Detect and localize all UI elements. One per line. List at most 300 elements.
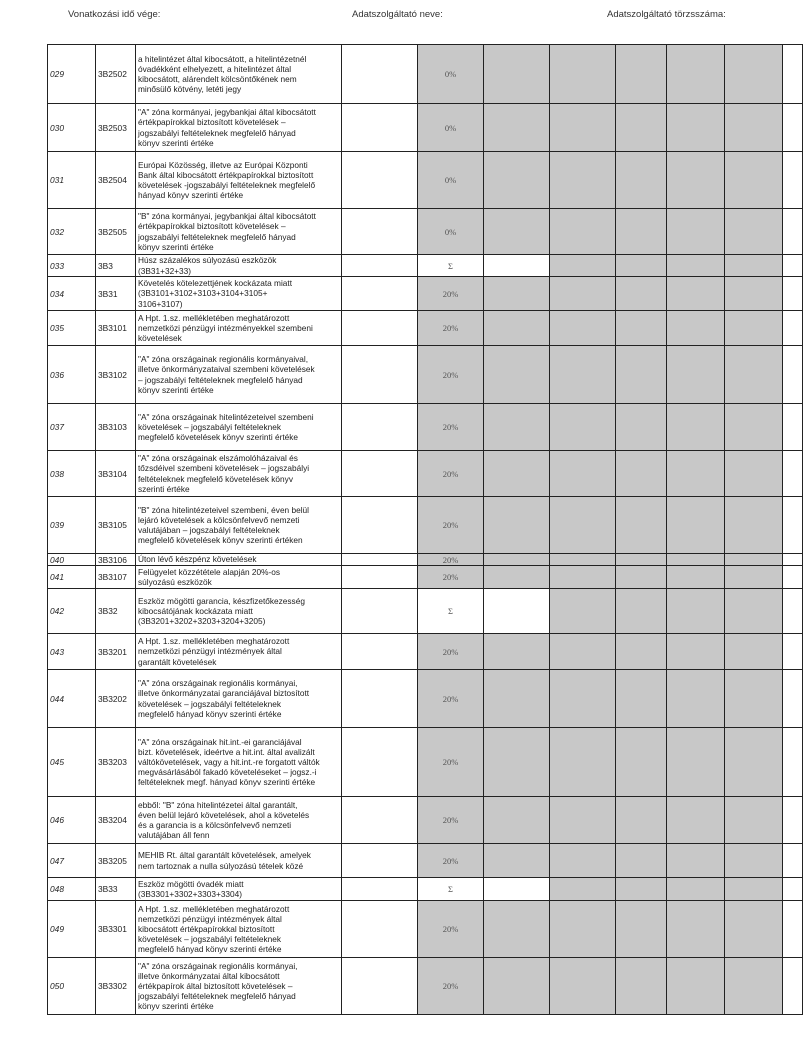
- value-cell[interactable]: [342, 844, 418, 878]
- description-line: lejáró követelések a kölcsönfelvevő nemzeti: [138, 514, 300, 525]
- shaded-cell: [550, 104, 616, 152]
- input-cell[interactable]: [484, 589, 550, 634]
- shaded-cell: [616, 152, 667, 209]
- description-line: követelések – jogszabályi feltételeknek: [138, 421, 281, 432]
- shaded-cell: [616, 404, 667, 451]
- trailing-cell[interactable]: [783, 728, 803, 797]
- shaded-cell: [484, 45, 550, 104]
- description-line: nemzetközi pénzügyi intézményekkel szembeni: [138, 322, 313, 333]
- shaded-cell: [550, 878, 616, 901]
- description-line: illetve önkormányzatai által kibocsátott: [138, 970, 280, 981]
- row-description: [136, 878, 342, 901]
- shaded-cell: [484, 566, 550, 589]
- shaded-cell: [550, 728, 616, 797]
- trailing-cell[interactable]: [783, 589, 803, 634]
- description-line: "A" zóna országainak regionális kormányai,: [138, 960, 298, 971]
- table-row: [48, 844, 803, 878]
- table-row: [48, 958, 803, 1015]
- shaded-cell: [725, 844, 783, 878]
- row-description: [136, 404, 342, 451]
- shaded-cell: [616, 844, 667, 878]
- value-cell[interactable]: [342, 152, 418, 209]
- row-code: 033: [48, 255, 96, 277]
- row-code: 039: [48, 497, 96, 554]
- trailing-cell[interactable]: [783, 670, 803, 728]
- shaded-cell: [725, 797, 783, 844]
- description-line: váltókövetelések, vagy a hit.int.-re forgatott váltók: [138, 756, 320, 767]
- table-row: [48, 670, 803, 728]
- weight-cell: Σ: [418, 878, 484, 901]
- shaded-cell: [725, 728, 783, 797]
- table-row: [48, 497, 803, 554]
- shaded-cell: [484, 844, 550, 878]
- row-description: [136, 844, 342, 878]
- description-line: megfelelő hányad könyv szerinti értéke: [138, 944, 282, 955]
- trailing-cell[interactable]: [783, 797, 803, 844]
- value-cell[interactable]: [342, 451, 418, 497]
- shaded-cell: [667, 566, 725, 589]
- row-code: 037: [48, 404, 96, 451]
- shaded-cell: [616, 104, 667, 152]
- weight-cell: 20%: [418, 277, 484, 311]
- shaded-cell: [484, 554, 550, 566]
- description-line: nemzetközi pénzügyi intézmények által: [138, 913, 282, 924]
- description-line: követelések – jogszabályi feltételeknek: [138, 934, 281, 945]
- shaded-cell: [484, 104, 550, 152]
- description-line: könyv szerinti értéke: [138, 241, 214, 252]
- row-code: 041: [48, 566, 96, 589]
- shaded-cell: [484, 958, 550, 1015]
- shaded-cell: [616, 728, 667, 797]
- shaded-cell: [667, 901, 725, 958]
- description-line: "A" zóna országainak regionális kormányai,: [138, 678, 298, 689]
- row-description: [136, 209, 342, 255]
- trailing-cell[interactable]: [783, 878, 803, 901]
- table-row: [48, 589, 803, 634]
- shaded-cell: [667, 255, 725, 277]
- shaded-cell: [484, 901, 550, 958]
- row-code: 044: [48, 670, 96, 728]
- shaded-cell: [550, 554, 616, 566]
- shaded-cell: [725, 277, 783, 311]
- trailing-cell[interactable]: [783, 844, 803, 878]
- description-line: "A" zóna országainak regionális kormányaival,: [138, 354, 309, 365]
- shaded-cell: [550, 209, 616, 255]
- weight-cell: 0%: [418, 104, 484, 152]
- shaded-cell: [550, 844, 616, 878]
- value-cell[interactable]: [342, 255, 418, 277]
- description-line: ebből: "B" zóna hitelintézetei által garantált,: [138, 799, 298, 810]
- shaded-cell: [550, 901, 616, 958]
- shaded-cell: [667, 589, 725, 634]
- description-line: óvadékként elhelyezett, a hitelintézet által: [138, 63, 292, 74]
- description-line: minősülő kötvény, letéti jegy: [138, 84, 242, 95]
- trailing-cell[interactable]: [783, 152, 803, 209]
- row-identifier: 3B3105: [96, 497, 136, 554]
- trailing-cell[interactable]: [783, 901, 803, 958]
- shaded-cell: [667, 311, 725, 346]
- description-line: éven belül lejáró követelések, ahol a követelés: [138, 809, 310, 820]
- trailing-cell[interactable]: [783, 209, 803, 255]
- row-code: 032: [48, 209, 96, 255]
- description-line: MEHIB Rt. által garantált követelések, amelyek: [138, 850, 311, 861]
- description-line: 3106+3107): [138, 298, 183, 309]
- shaded-cell: [616, 45, 667, 104]
- row-identifier: 3B2503: [96, 104, 136, 152]
- description-line: jogszabályi feltételeknek megfelelő hányad: [138, 127, 296, 138]
- row-description: [136, 554, 342, 566]
- weight-cell: 0%: [418, 152, 484, 209]
- shaded-cell: [616, 451, 667, 497]
- shaded-cell: [616, 589, 667, 634]
- shaded-cell: [550, 634, 616, 670]
- weight-cell: 20%: [418, 566, 484, 589]
- value-cell[interactable]: [342, 104, 418, 152]
- description-line: "A" zóna országainak elszámolóházaival és: [138, 453, 298, 464]
- value-cell[interactable]: [342, 878, 418, 901]
- row-identifier: 3B3205: [96, 844, 136, 878]
- trailing-cell[interactable]: [783, 104, 803, 152]
- shaded-cell: [725, 45, 783, 104]
- row-description: [136, 277, 342, 311]
- shaded-cell: [550, 451, 616, 497]
- shaded-cell: [667, 104, 725, 152]
- row-description: [136, 255, 342, 277]
- table-row: [48, 634, 803, 670]
- description-line: (3B31+32+33): [138, 265, 192, 276]
- row-code: 046: [48, 797, 96, 844]
- description-line: valutájában – jogszabályi feltételeknek: [138, 525, 280, 535]
- row-description: [136, 451, 342, 497]
- weight-cell: 20%: [418, 634, 484, 670]
- row-code: 050: [48, 958, 96, 1015]
- row-description: [136, 670, 342, 728]
- shaded-cell: [725, 311, 783, 346]
- shaded-cell: [616, 958, 667, 1015]
- shaded-cell: [616, 878, 667, 901]
- shaded-cell: [725, 566, 783, 589]
- row-identifier: 3B2505: [96, 209, 136, 255]
- table-row: [48, 346, 803, 404]
- row-description: [136, 497, 342, 554]
- row-code: 029: [48, 45, 96, 104]
- description-line: Húsz százalékos súlyozású eszközök: [138, 255, 277, 266]
- shaded-cell: [667, 404, 725, 451]
- row-code: 049: [48, 901, 96, 958]
- value-cell[interactable]: [342, 277, 418, 311]
- shaded-cell: [725, 878, 783, 901]
- input-cell[interactable]: [484, 878, 550, 901]
- shaded-cell: [616, 209, 667, 255]
- shaded-cell: [667, 209, 725, 255]
- row-code: 047: [48, 844, 96, 878]
- description-line: valutájában áll fenn: [138, 830, 210, 841]
- value-cell[interactable]: [342, 346, 418, 404]
- row-identifier: 3B31: [96, 277, 136, 311]
- row-code: 042: [48, 589, 96, 634]
- shaded-cell: [616, 634, 667, 670]
- row-description: [136, 311, 342, 346]
- table-row: [48, 311, 803, 346]
- weight-cell: 20%: [418, 670, 484, 728]
- row-description: [136, 589, 342, 634]
- description-line: követelések: [138, 333, 182, 344]
- trailing-cell[interactable]: [783, 566, 803, 589]
- value-cell[interactable]: [342, 958, 418, 1015]
- shaded-cell: [550, 277, 616, 311]
- weight-cell: 20%: [418, 901, 484, 958]
- trailing-cell[interactable]: [783, 404, 803, 451]
- shaded-cell: [616, 255, 667, 277]
- table-row: [48, 554, 803, 566]
- table-row: [48, 901, 803, 958]
- shaded-cell: [616, 797, 667, 844]
- shaded-cell: [725, 255, 783, 277]
- row-identifier: 3B3104: [96, 451, 136, 497]
- shaded-cell: [667, 152, 725, 209]
- trailing-cell[interactable]: [783, 634, 803, 670]
- registry-number-label: Adatszolgáltató törzsszáma:: [607, 9, 726, 20]
- description-line: kibocsátójának kockázata miatt: [138, 605, 253, 616]
- weight-cell: 20%: [418, 728, 484, 797]
- table-row: [48, 255, 803, 277]
- shaded-cell: [616, 311, 667, 346]
- row-identifier: 3B3203: [96, 728, 136, 797]
- trailing-cell[interactable]: [783, 346, 803, 404]
- row-code: 040: [48, 554, 96, 566]
- row-identifier: 3B3302: [96, 958, 136, 1015]
- description-line: könyv szerinti értéke: [138, 384, 214, 395]
- description-line: nem tartoznak a nulla súlyozású tételek közé: [138, 860, 304, 871]
- shaded-cell: [616, 554, 667, 566]
- description-line: értékpapírokkal biztosított követelések –: [138, 117, 286, 128]
- description-line: (3B3201+3202+3203+3204+3205): [138, 616, 266, 627]
- shaded-cell: [725, 589, 783, 634]
- row-identifier: 3B3103: [96, 404, 136, 451]
- row-code: 048: [48, 878, 96, 901]
- row-identifier: 3B3102: [96, 346, 136, 404]
- weight-cell: 0%: [418, 45, 484, 104]
- table-row: [48, 451, 803, 497]
- table-row: [48, 728, 803, 797]
- shaded-cell: [484, 634, 550, 670]
- shaded-cell: [550, 152, 616, 209]
- trailing-cell[interactable]: [783, 451, 803, 497]
- shaded-cell: [725, 670, 783, 728]
- description-line: megvásárlásából fakadó követeléseket – jogsz.-i: [138, 767, 317, 778]
- shaded-cell: [725, 634, 783, 670]
- table-row: [48, 277, 803, 311]
- shaded-cell: [550, 497, 616, 554]
- shaded-cell: [616, 901, 667, 958]
- table-row: [48, 209, 803, 255]
- shaded-cell: [550, 797, 616, 844]
- description-line: könyv szerinti értéke: [138, 137, 214, 148]
- trailing-cell[interactable]: [783, 958, 803, 1015]
- value-cell[interactable]: [342, 728, 418, 797]
- weight-cell: 20%: [418, 958, 484, 1015]
- row-description: [136, 728, 342, 797]
- row-description: [136, 901, 342, 958]
- table-row: [48, 797, 803, 844]
- page-header: [0, 0, 804, 44]
- capital-weighting-table: [47, 44, 803, 1015]
- description-line: A Hpt. 1.sz. mellékletében meghatározott: [138, 636, 290, 647]
- value-cell[interactable]: [342, 497, 418, 554]
- weight-cell: Σ: [418, 589, 484, 634]
- shaded-cell: [484, 670, 550, 728]
- description-line: és a garancia is a kölcsönfelvevő nemzeti: [138, 820, 292, 830]
- row-description: [136, 634, 342, 670]
- description-line: könyv szerinti értéke: [138, 1001, 214, 1012]
- shaded-cell: [725, 901, 783, 958]
- description-line: feltételeknek megfelelő követelések könyv: [138, 473, 293, 484]
- description-line: "A" zóna országainak hitelintézeteivel szembeni: [138, 411, 314, 422]
- shaded-cell: [616, 277, 667, 311]
- row-description: [136, 566, 342, 589]
- shaded-cell: [725, 958, 783, 1015]
- shaded-cell: [550, 404, 616, 451]
- description-line: illetve önkormányzataival szembeni követelések: [138, 364, 315, 375]
- description-line: Felügyelet közzététele alapján 20%-os: [138, 566, 281, 577]
- value-cell[interactable]: [342, 566, 418, 589]
- description-line: Európai Közösség, illetve az Európai Központi: [138, 159, 308, 170]
- shaded-cell: [484, 152, 550, 209]
- row-code: 036: [48, 346, 96, 404]
- shaded-cell: [550, 45, 616, 104]
- row-identifier: 3B32: [96, 589, 136, 634]
- weight-cell: 0%: [418, 209, 484, 255]
- value-cell[interactable]: [342, 670, 418, 728]
- row-code: 038: [48, 451, 96, 497]
- shaded-cell: [484, 451, 550, 497]
- weight-cell: 20%: [418, 554, 484, 566]
- table-row: [48, 104, 803, 152]
- row-identifier: 3B3106: [96, 554, 136, 566]
- shaded-cell: [667, 554, 725, 566]
- shaded-cell: [616, 497, 667, 554]
- table-row: [48, 45, 803, 104]
- description-line: bizt. követelések, ideértve a hit.int. által avalizált: [138, 746, 315, 757]
- trailing-cell[interactable]: [783, 255, 803, 277]
- trailing-cell[interactable]: [783, 497, 803, 554]
- shaded-cell: [484, 797, 550, 844]
- shaded-cell: [550, 958, 616, 1015]
- shaded-cell: [616, 670, 667, 728]
- description-line: Bank által kibocsátott értékpapírokkal biztosított: [138, 169, 314, 180]
- value-cell[interactable]: [342, 797, 418, 844]
- value-cell[interactable]: [342, 589, 418, 634]
- description-line: kibocsátott, alárendelt kölcsöntőkének nem: [138, 74, 297, 84]
- shaded-cell: [484, 311, 550, 346]
- shaded-cell: [484, 728, 550, 797]
- weight-cell: Σ: [418, 255, 484, 277]
- row-description: [136, 104, 342, 152]
- value-cell[interactable]: [342, 554, 418, 566]
- shaded-cell: [550, 311, 616, 346]
- row-description: [136, 346, 342, 404]
- row-identifier: 3B2502: [96, 45, 136, 104]
- shaded-cell: [667, 844, 725, 878]
- weight-cell: 20%: [418, 844, 484, 878]
- value-cell[interactable]: [342, 634, 418, 670]
- shaded-cell: [550, 346, 616, 404]
- value-cell[interactable]: [342, 209, 418, 255]
- shaded-cell: [725, 451, 783, 497]
- shaded-cell: [725, 104, 783, 152]
- shaded-cell: [550, 670, 616, 728]
- weight-cell: 20%: [418, 311, 484, 346]
- description-line: "B" zóna hitelintézeteivel szembeni, éven belül: [138, 504, 310, 515]
- description-line: hányad könyv szerinti értéke: [138, 190, 244, 201]
- shaded-cell: [725, 497, 783, 554]
- shaded-cell: [484, 209, 550, 255]
- row-description: [136, 152, 342, 209]
- shaded-cell: [725, 209, 783, 255]
- shaded-cell: [667, 346, 725, 404]
- description-line: jogszabályi feltételeknek megfelelő hányad: [138, 991, 296, 1002]
- trailing-cell[interactable]: [783, 554, 803, 566]
- description-line: jogszabályi feltételeknek megfelelő hányad: [138, 231, 296, 242]
- table-row: [48, 566, 803, 589]
- shaded-cell: [667, 728, 725, 797]
- shaded-cell: [725, 404, 783, 451]
- description-line: Eszköz mögötti óvadék miatt: [138, 878, 244, 889]
- row-code: 031: [48, 152, 96, 209]
- shaded-cell: [725, 346, 783, 404]
- table-body: [48, 45, 803, 1015]
- shaded-cell: [667, 451, 725, 497]
- trailing-cell[interactable]: [783, 45, 803, 104]
- row-code: 030: [48, 104, 96, 152]
- description-line: súlyozású eszközök: [138, 577, 212, 587]
- description-line: garantált követelések: [138, 656, 217, 667]
- weight-cell: 20%: [418, 497, 484, 554]
- weight-cell: 20%: [418, 346, 484, 404]
- row-description: [136, 797, 342, 844]
- provider-name-label: Adatszolgáltató neve:: [352, 9, 443, 20]
- value-cell[interactable]: [342, 901, 418, 958]
- row-code: 045: [48, 728, 96, 797]
- description-line: (3B3301+3302+3303+3304): [138, 889, 243, 899]
- description-line: nemzetközi pénzügyi intézmények által: [138, 646, 282, 657]
- row-identifier: 3B3301: [96, 901, 136, 958]
- table-row: [48, 152, 803, 209]
- value-cell[interactable]: [342, 404, 418, 451]
- row-identifier: 3B3101: [96, 311, 136, 346]
- description-line: szerinti értéke: [138, 483, 190, 494]
- weight-cell: 20%: [418, 451, 484, 497]
- period-end-label: Vonatkozási idő vége:: [68, 9, 161, 20]
- shaded-cell: [667, 45, 725, 104]
- row-identifier: 3B3202: [96, 670, 136, 728]
- row-code: 043: [48, 634, 96, 670]
- weight-cell: 20%: [418, 404, 484, 451]
- description-line: követelések – jogszabályi feltételeknek: [138, 698, 281, 709]
- trailing-cell[interactable]: [783, 311, 803, 346]
- row-identifier: 3B2504: [96, 152, 136, 209]
- shaded-cell: [550, 255, 616, 277]
- table-row: [48, 878, 803, 901]
- description-line: értékpapírok által biztosított követelések –: [138, 980, 293, 991]
- value-cell[interactable]: [342, 311, 418, 346]
- shaded-cell: [484, 277, 550, 311]
- description-line: "A" zóna országainak hit.int.-ei garanciájával: [138, 736, 302, 747]
- input-cell[interactable]: [484, 255, 550, 277]
- description-line: – jogszabályi feltételeknek megfelelő hányad: [138, 374, 303, 385]
- trailing-cell[interactable]: [783, 277, 803, 311]
- value-cell[interactable]: [342, 45, 418, 104]
